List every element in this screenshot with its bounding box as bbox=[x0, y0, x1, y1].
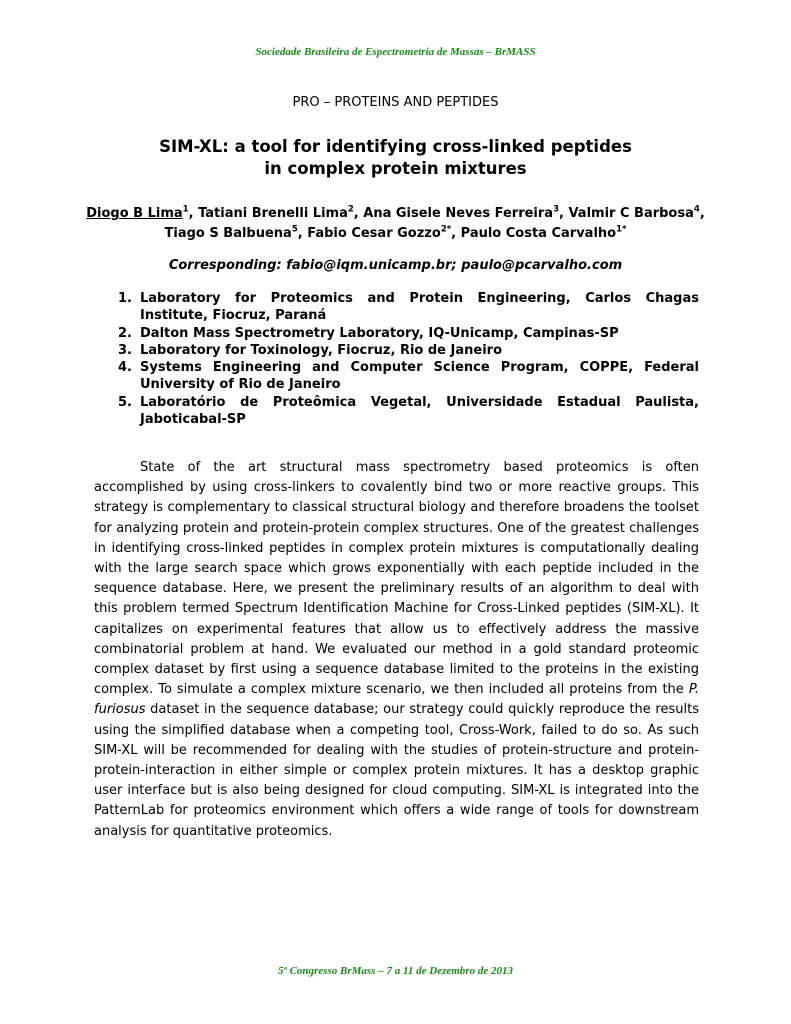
affiliation-text: Laboratório de Proteômica Vegetal, Universidade Estadual Paulista, Jaboticabal-SP bbox=[140, 394, 699, 428]
title-line-1: SIM-XL: a tool for identifying cross-linked peptides bbox=[159, 137, 632, 156]
affiliation-number: 5. bbox=[118, 394, 132, 410]
author-name: Tatiani Brenelli Lima bbox=[198, 206, 348, 221]
author-name: Paulo Costa Carvalho bbox=[460, 226, 617, 241]
author-affil-sup: 4 bbox=[693, 204, 700, 215]
affiliation-item bbox=[94, 325, 699, 342]
running-footer: 5º Congresso BrMass – 7 a 11 de Dezembro de 2013 bbox=[278, 965, 513, 977]
author-name: Ana Gisele Neves Ferreira bbox=[363, 206, 554, 221]
affiliation-number: 3. bbox=[118, 342, 132, 358]
title-line-2: in complex protein mixtures bbox=[264, 159, 527, 178]
author-separator: , bbox=[188, 206, 199, 221]
author-separator: , bbox=[353, 206, 364, 221]
paper-title bbox=[0, 136, 791, 180]
author-separator: , bbox=[699, 206, 705, 221]
author-affil-sup: 1* bbox=[616, 224, 627, 235]
affiliation-text: Laboratory for Proteomics and Protein Engineering, Carlos Chagas Institute, Fiocruz, Paraná bbox=[140, 291, 699, 324]
affiliation-list bbox=[94, 290, 699, 428]
author-affil-sup: 2* bbox=[440, 224, 452, 235]
affiliation-text: Laboratory for Toxinology, Fiocruz, Rio de Janeiro bbox=[140, 342, 503, 358]
author-affil-sup: 5 bbox=[291, 224, 298, 235]
affiliation-item bbox=[94, 342, 699, 359]
author-affil-sup: 1 bbox=[182, 204, 189, 215]
section-label: PRO – PROTEINS AND PEPTIDES bbox=[292, 95, 499, 110]
author-separator: , bbox=[558, 206, 569, 221]
species-name-italic: P. furiosus bbox=[94, 682, 699, 718]
affiliation-number: 2. bbox=[118, 325, 132, 341]
affiliation-item bbox=[94, 290, 699, 325]
affiliation-text: Systems Engineering and Computer Science Program, COPPE, Federal University of Rio de Janeiro bbox=[140, 360, 699, 393]
author-list bbox=[60, 204, 731, 244]
author-separator: , bbox=[451, 226, 461, 241]
author-affil-sup: 3 bbox=[553, 204, 559, 215]
affiliation-number: 1. bbox=[118, 291, 132, 306]
author-separator: , bbox=[297, 226, 308, 241]
running-header: Sociedade Brasileira de Espectrometria de Massas – BrMASS bbox=[255, 46, 536, 58]
affiliation-number: 4. bbox=[118, 360, 132, 376]
author-affil-sup: 2 bbox=[347, 204, 354, 215]
abstract-text-part-2: dataset in the sequence database; our strategy could quickly reproduce the results using the simplified database when a competing tool, Cross-Work, failed to do so. As such SIM-XL will be recommended for dealing with the studies of protein-structure and protein-protein-interaction in either simple or complex protein mixtures. It has a desktop graphic user interface but is also being designed for cloud computing. SIM-XL is integrated into the PatternLab for proteomics environment which offers a wide range of tools for downstream analysis for quantitative proteomics. bbox=[94, 702, 699, 839]
author-name: Diogo B Lima bbox=[86, 206, 183, 221]
abstract-paragraph bbox=[94, 458, 699, 842]
abstract-text-part-1: State of the art structural mass spectrometry based proteomics is often accomplished by using cross-linkers to covalently bind two or more reactive groups. This strategy is complementary to classical structural biology and therefore broadens the toolset for analyzing protein and protein-protein complex structures. One of the greatest challenges in identifying cross-linked peptides in complex protein mixtures is computationally dealing with the large search space which grows exponentially with each peptide included in the sequence database. Here, we present the preliminary results of an algorithm to deal with this problem termed Spectrum Identification Machine for Cross-Linked peptides (SIM-XL). It capitalizes on experimental features that allow us to effectively address the massive combinatorial problem at hand. We evaluated our method in a gold standard proteomic complex dataset by first using a sequence database limited to the proteins in the existing complex. To simulate a complex mixture scenario, we then included all proteins from the bbox=[94, 460, 699, 698]
corresponding-authors: Corresponding: fabio@iqm.unicamp.br; paulo@pcarvalho.com bbox=[168, 258, 623, 273]
affiliation-item bbox=[94, 359, 699, 394]
affiliation-item bbox=[94, 394, 699, 429]
author-name: Fabio Cesar Gozzo bbox=[307, 226, 441, 241]
affiliation-text: Dalton Mass Spectrometry Laboratory, IQ-Unicamp, Campinas-SP bbox=[140, 325, 619, 341]
author-name: Valmir C Barbosa bbox=[568, 206, 694, 221]
author-name: Tiago S Balbuena bbox=[164, 226, 292, 241]
